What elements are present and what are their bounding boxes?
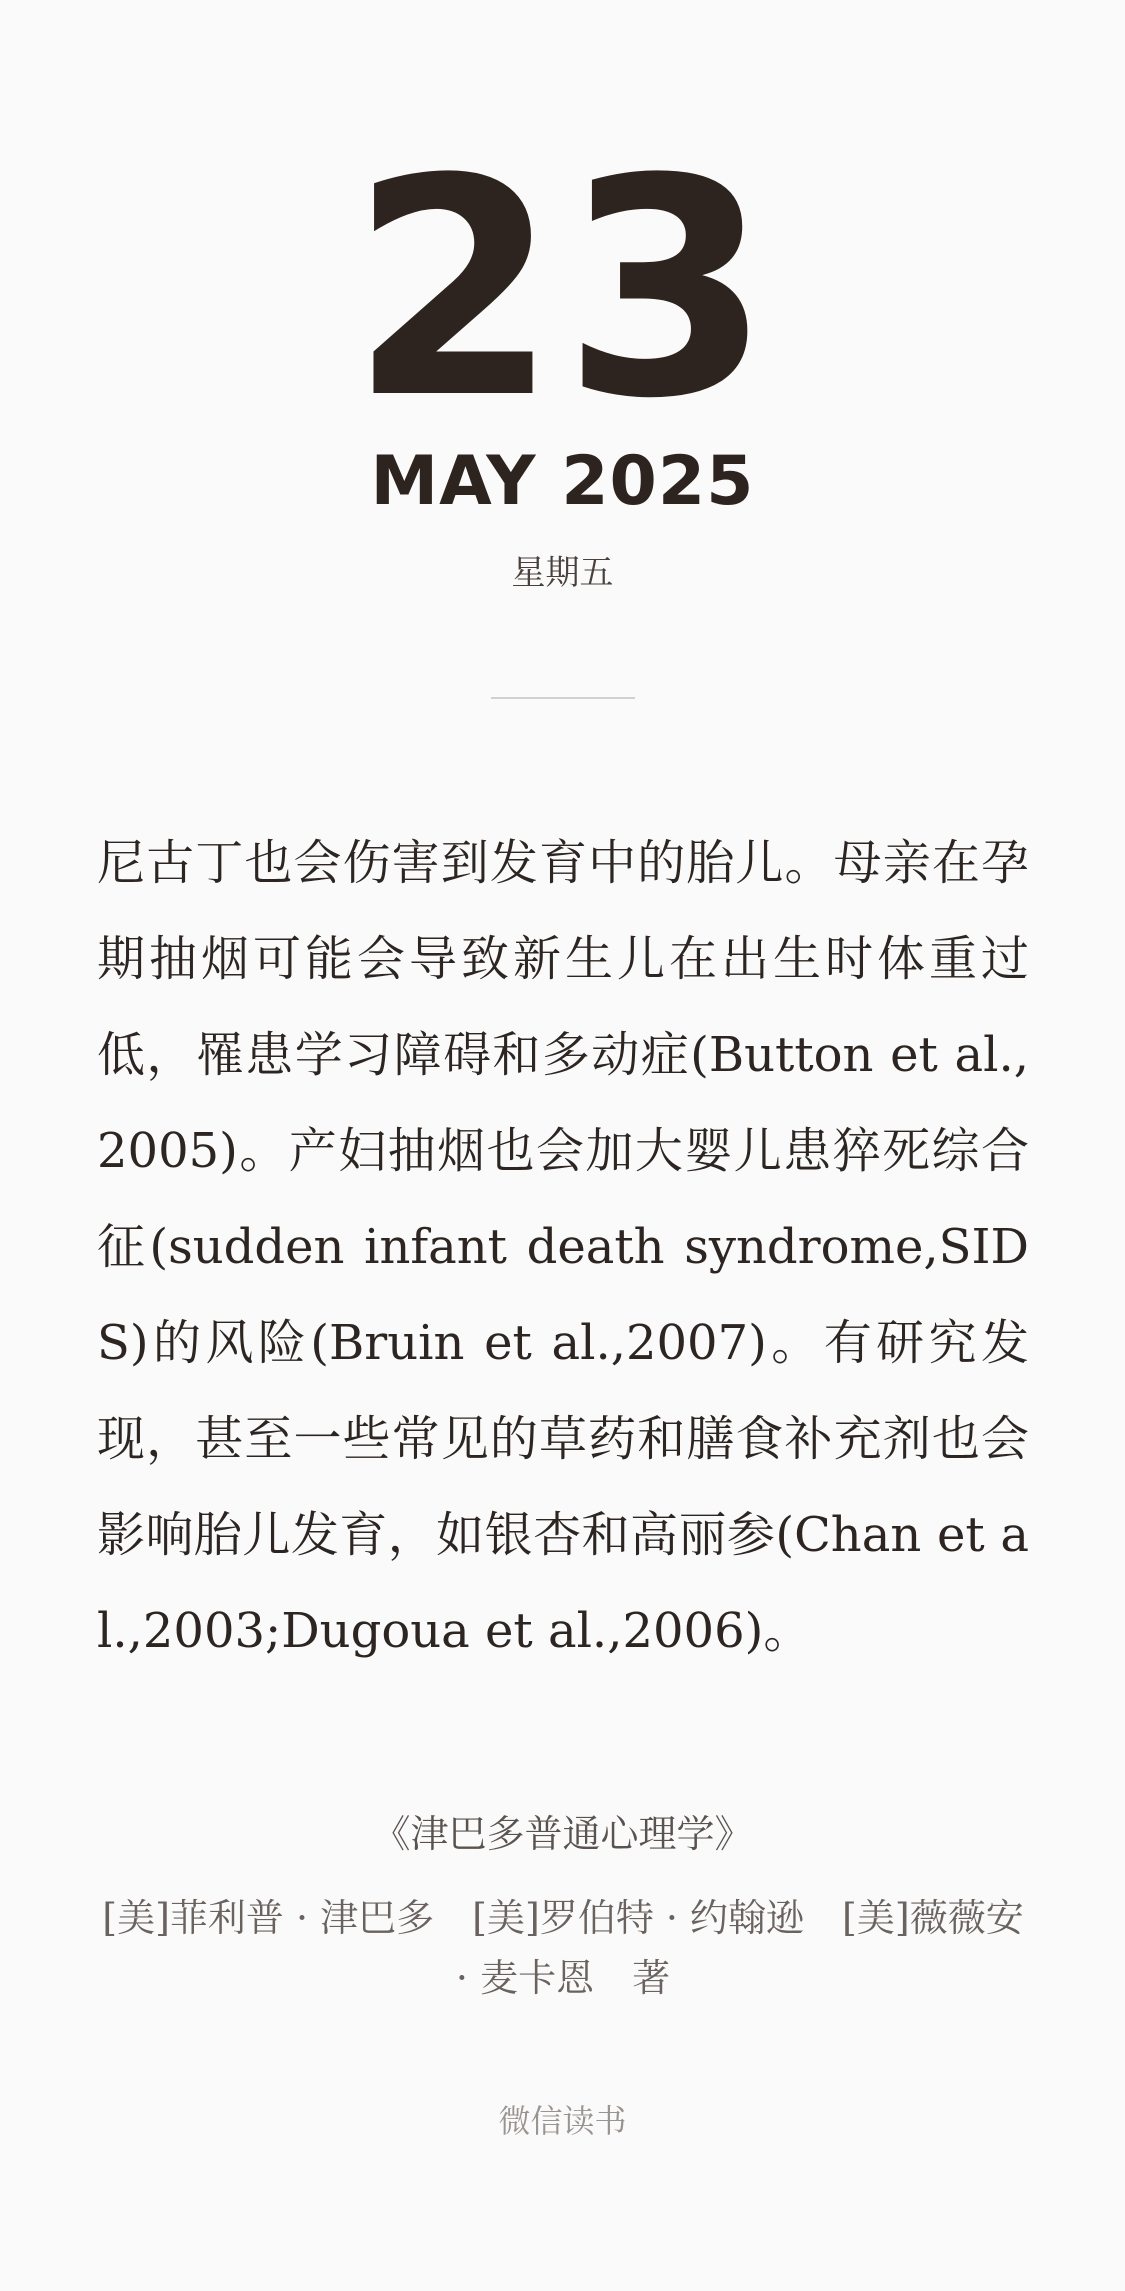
quote-text: 尼古丁也会伤害到发育中的胎儿。母亲在孕期抽烟可能会导致新生儿在出生时体重过低，罹患学习障碍和多动症(Button et al.,2005)。产妇抽烟也会加大婴儿患猝死综合征(sudden infant death syndrome,SIDS)的风险(Bruin et al.,2007)。有研究发现，甚至一些常见的草药和膳食补充剂也会影响胎儿发育，如银杏和高丽参(Chan et al.,2003;Dugoua et al.,2006)。 [97, 835, 1029, 1659]
divider [491, 697, 635, 699]
source-label: 微信读书 [498, 2102, 627, 2140]
date-month-year: MAY 2025 [370, 442, 755, 521]
book-title: 《津巴多普通心理学》 [372, 1812, 753, 1856]
date-weekday: 星期五 [511, 553, 614, 593]
date-day: 23 [349, 115, 776, 464]
book-authors: [美]菲利普 · 津巴多 [美]罗伯特 · 约翰逊 [美]薇薇安 · 麦卡恩 著 [102, 1896, 1024, 2000]
